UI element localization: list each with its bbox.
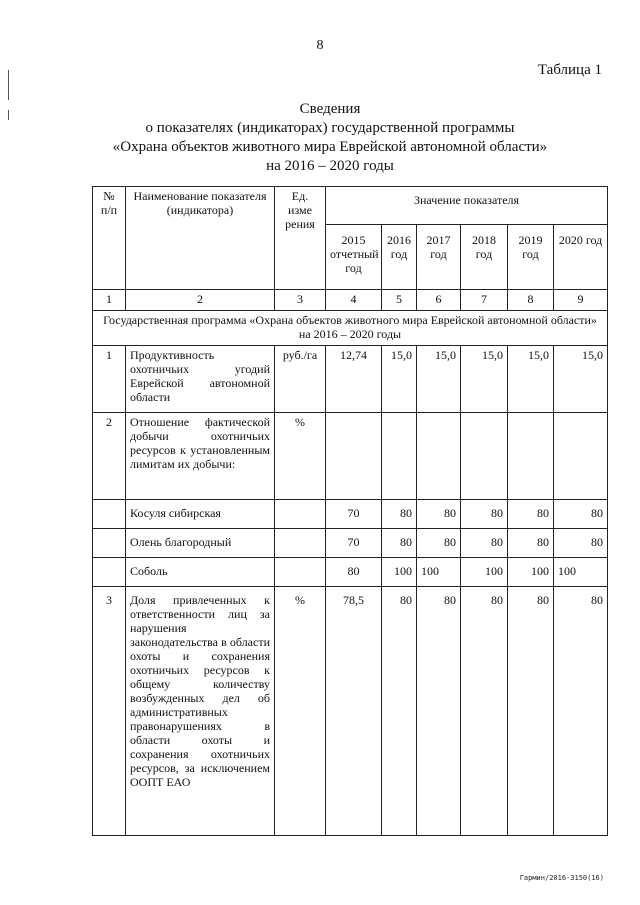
header-year-2018: 2018 год (461, 225, 508, 290)
indicator-unit (275, 500, 326, 529)
value-2016 (382, 413, 417, 500)
header-num: № п/п (93, 187, 126, 290)
table-row (93, 346, 608, 413)
title-line-2: о показателях (индикаторах) государственной программы (145, 120, 515, 136)
value-2017: 80 (417, 587, 461, 836)
column-number-row (93, 290, 608, 311)
section-row (93, 311, 608, 346)
section-title: Государственная программа «Охрана объектов животного мира Еврейской автономной области» на 2016 – 2020 годы (93, 311, 608, 346)
column-number: 2 (126, 290, 275, 311)
value-2015 (326, 413, 382, 500)
column-number: 3 (275, 290, 326, 311)
indicator-name: Соболь (126, 558, 275, 587)
table-row (93, 587, 608, 836)
value-2019: 80 (508, 500, 554, 529)
column-number: 4 (326, 290, 382, 311)
indicator-name: Отношение фактической добычи охотничьих ресурсов к установленным лимитам их добычи: (126, 413, 275, 500)
value-2019: 80 (508, 587, 554, 836)
footer-document-code: Гармин/2016-3150(16) (519, 874, 604, 882)
value-2020: 15,0 (554, 346, 608, 413)
header-year-2020: 2020 год (554, 225, 608, 290)
document-title (90, 100, 570, 176)
table-row (93, 500, 608, 529)
row-number: 2 (93, 413, 126, 500)
header-value-group: Значение показателя (326, 187, 608, 225)
row-number (93, 558, 126, 587)
column-number: 7 (461, 290, 508, 311)
value-2020: 80 (554, 500, 608, 529)
margin-scan-mark (8, 110, 9, 120)
indicators-table (92, 186, 608, 836)
row-number: 1 (93, 346, 126, 413)
table-row (93, 558, 608, 587)
value-2020: 80 (554, 529, 608, 558)
indicator-unit: % (275, 587, 326, 836)
value-2018: 80 (461, 529, 508, 558)
value-2020 (554, 413, 608, 500)
indicator-name: Олень благородный (126, 529, 275, 558)
column-number: 8 (508, 290, 554, 311)
value-2017: 80 (417, 529, 461, 558)
title-line-4: на 2016 – 2020 годы (266, 158, 394, 174)
column-number: 5 (382, 290, 417, 311)
indicator-unit (275, 529, 326, 558)
value-2019: 15,0 (508, 346, 554, 413)
value-2019: 80 (508, 529, 554, 558)
column-number: 6 (417, 290, 461, 311)
value-2017 (417, 413, 461, 500)
page-number: 8 (316, 38, 324, 53)
title-line-3: «Охрана объектов животного мира Еврейской автономной области» (112, 139, 548, 155)
value-2020: 100 (554, 558, 608, 587)
table-row (93, 529, 608, 558)
indicator-unit: руб./га (275, 346, 326, 413)
table-label: Таблица 1 (537, 62, 602, 78)
value-2018: 80 (461, 500, 508, 529)
header-row (93, 187, 608, 225)
value-2017: 80 (417, 500, 461, 529)
title-line-1: Сведения (299, 101, 361, 117)
value-2016: 80 (382, 529, 417, 558)
header-year-2015: 2015 отчетный год (326, 225, 382, 290)
value-2018: 15,0 (461, 346, 508, 413)
value-2018 (461, 413, 508, 500)
value-2016: 80 (382, 587, 417, 836)
column-number: 9 (554, 290, 608, 311)
value-2015: 70 (326, 529, 382, 558)
row-number (93, 529, 126, 558)
value-2018: 80 (461, 587, 508, 836)
value-2017: 100 (417, 558, 461, 587)
indicator-name: Продуктивность охотничьих угодий Еврейской автономной области (126, 346, 275, 413)
value-2016: 15,0 (382, 346, 417, 413)
value-2019: 100 (508, 558, 554, 587)
value-2016: 80 (382, 500, 417, 529)
value-2015: 80 (326, 558, 382, 587)
header-year-2016: 2016 год (382, 225, 417, 290)
value-2017: 15,0 (417, 346, 461, 413)
value-2019 (508, 413, 554, 500)
value-2016: 100 (382, 558, 417, 587)
indicator-unit: % (275, 413, 326, 500)
indicator-unit (275, 558, 326, 587)
row-number (93, 500, 126, 529)
margin-scan-mark (8, 70, 9, 100)
header-year-2019: 2019 год (508, 225, 554, 290)
value-2020: 80 (554, 587, 608, 836)
header-name: Наименование показателя (индикатора) (126, 187, 275, 290)
header-unit: Ед. изме рения (275, 187, 326, 290)
value-2015: 12,74 (326, 346, 382, 413)
column-number: 1 (93, 290, 126, 311)
header-year-2017: 2017 год (417, 225, 461, 290)
value-2015: 78,5 (326, 587, 382, 836)
row-number: 3 (93, 587, 126, 836)
value-2015: 70 (326, 500, 382, 529)
indicator-name: Косуля сибирская (126, 500, 275, 529)
table-row (93, 413, 608, 500)
indicator-name: Доля привлеченных к ответственности лиц за нарушения законодательства в области охоты и сохранения охотничьих ресурсов к общему количеству возбужденных дел об административных правонарушениях в области охоты и сохранения охотничьих ресурсов, за исключением ООПТ ЕАО (126, 587, 275, 836)
value-2018: 100 (461, 558, 508, 587)
